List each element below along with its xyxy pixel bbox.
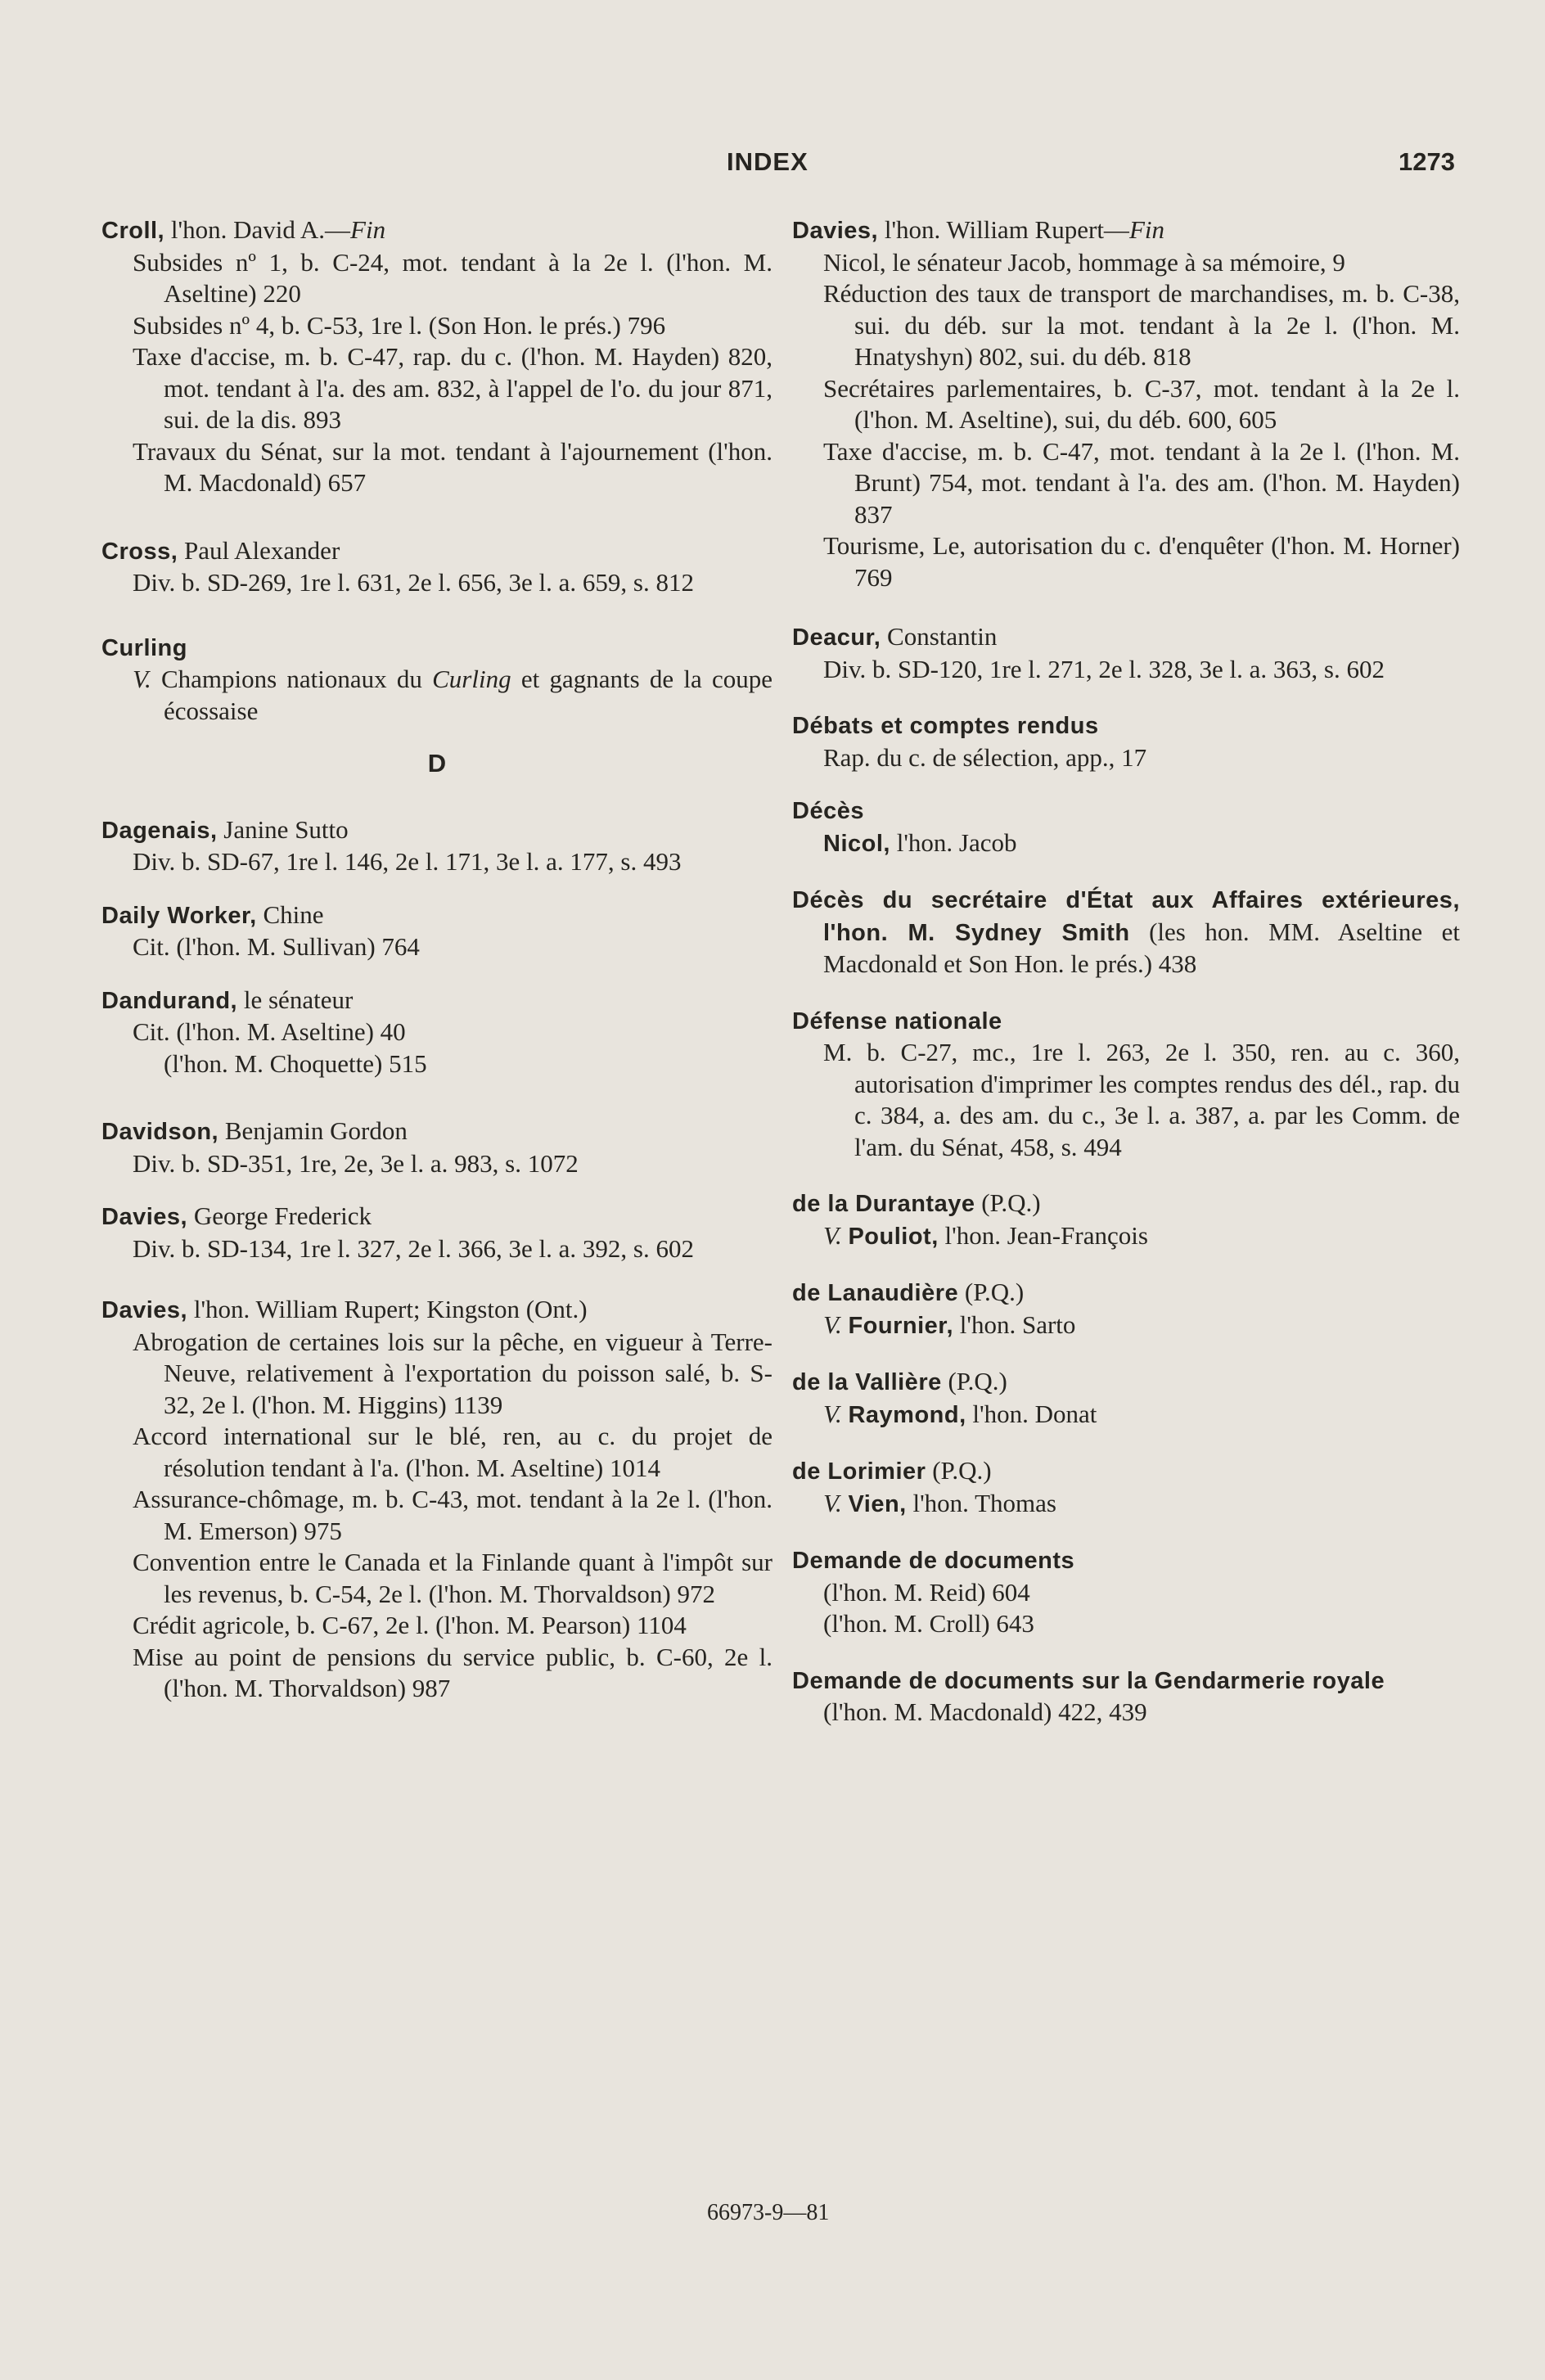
entry-heading: [792, 1455, 1460, 1488]
entry-term: Demande de documents sur la Gendarmerie royale: [792, 1667, 1385, 1694]
subentry: Crédit agricole, b. C-67, 2e l. (l'hon. M. Pearson) 1104: [133, 1611, 687, 1639]
subentry: [792, 827, 1460, 860]
entry-heading-rest: Janine Sutto: [217, 814, 349, 844]
subentry: Taxe d'accise, m. b. C-47, mot. tendant à la 2e l. (l'hon. M. Brunt) 754, mot. tendant à l'a. des am. (l'hon. M. Hayden) 837: [823, 436, 1460, 529]
entry-fin: Fin: [1128, 215, 1164, 244]
entry-heading-rest: Paul Alexander: [178, 535, 340, 565]
entry-heading-rest: l'hon. David A.—: [164, 215, 351, 244]
entry-heading: [792, 884, 1460, 980]
subentry: Mise au point de pensions du service public, b. C-60, 2e l. (l'hon. M. Thorvaldson) 987: [133, 1642, 772, 1702]
entry-term: de Lanaudière: [792, 1280, 959, 1306]
subentry-text: l'hon. Jean-François: [938, 1220, 1148, 1250]
entry-term: Davies,: [101, 1204, 188, 1230]
subentry-term: Nicol,: [823, 830, 890, 857]
entry-term: de Lorimier: [792, 1458, 926, 1485]
index-entry-dandurand: [101, 985, 772, 1080]
entry-heading-rest: (P.Q.): [941, 1367, 1007, 1395]
entry-term: Décès: [792, 798, 864, 824]
index-entry-daily-worker: [101, 899, 772, 963]
subentry: Travaux du Sénat, sur la mot. tendant à l'ajournement (l'hon. M. Macdonald) 657: [133, 436, 772, 497]
entry-term: Curling: [101, 634, 187, 661]
index-entry-valliere: [792, 1366, 1460, 1431]
index-entry-defense: [792, 1005, 1460, 1164]
entry-term: Croll,: [101, 218, 165, 244]
entry-heading-rest: Benjamin Gordon: [218, 1116, 408, 1145]
subentry-text: l'hon. Jacob: [890, 827, 1017, 857]
section-letter: D: [427, 749, 447, 778]
entry-heading: [101, 814, 772, 847]
subentry-text: l'hon. Donat: [966, 1399, 1097, 1428]
index-entry-davidson: [101, 1116, 772, 1179]
entry-heading: [101, 632, 772, 665]
index-entry-lorimier: [792, 1455, 1460, 1520]
see-marker: V.: [823, 1309, 842, 1339]
subentry: Div. b. SD-351, 1re, 2e, 3e l. a. 983, s. 1072: [133, 1148, 579, 1178]
entry-term: de la Vallière: [792, 1369, 942, 1395]
subentry: Rap. du c. de sélection, app., 17: [823, 742, 1147, 772]
entry-heading: [101, 1116, 772, 1148]
subentry-term: Fournier,: [848, 1312, 954, 1339]
subentry: (l'hon. M. Croll) 643: [823, 1609, 1034, 1638]
subentry: (l'hon. M. Choquette) 515: [164, 1048, 427, 1078]
page-header: [0, 147, 1545, 188]
entry-heading-rest: Chine: [256, 899, 324, 929]
entry-heading: [792, 710, 1460, 742]
index-entry-curling: [101, 632, 772, 728]
subentry: Div. b. SD-134, 1re l. 327, 2e l. 366, 3e l. a. 392, s. 602: [133, 1233, 694, 1263]
index-entry-lanaudiere: [792, 1277, 1460, 1341]
entry-heading: [101, 1294, 772, 1327]
subentry: (l'hon. M. Macdonald) 422, 439: [823, 1697, 1147, 1726]
entry-term: Dagenais,: [101, 817, 218, 844]
entry-heading-rest: (P.Q.): [958, 1278, 1025, 1306]
subentry-term: Raymond,: [848, 1401, 966, 1428]
subentry-text: l'hon. Thomas: [906, 1488, 1056, 1517]
entry-heading-rest: George Frederick: [187, 1201, 372, 1230]
index-entry-croll: [101, 214, 772, 499]
entry-heading: [792, 621, 1460, 654]
subentry: M. b. C-27, mc., 1re l. 263, 2e l. 350, ren. au c. 360, autorisation d'imprimer les comptes rendus des dél., rap. du c. 384, a. des am. du c., 3e l. a. 387, a. par les Comm. de l'am. du Sénat, 458, s. 494: [823, 1038, 1460, 1161]
index-entry-davies-george: [101, 1201, 772, 1264]
entry-heading: [101, 535, 772, 568]
entry-heading-rest: (P.Q.): [975, 1188, 1041, 1217]
entry-heading-rest: (P.Q.): [926, 1456, 992, 1485]
entry-heading: [792, 214, 1460, 247]
index-entry-davies-william: [101, 1294, 772, 1705]
right-column: [792, 214, 1460, 1750]
entry-heading: [101, 1201, 772, 1233]
subentry: Accord international sur le blé, ren, au c. du projet de résolution tendant à l'a. (l'hon. M. Aseltine) 1014: [133, 1422, 772, 1482]
index-entry-debats: [792, 710, 1460, 773]
entry-term: Débats et comptes rendus: [792, 713, 1099, 739]
entry-term: Dandurand,: [101, 987, 238, 1014]
entry-heading-rest: (les hon. MM. Aseltine et Macdonald et Son Hon. le prés.) 438: [823, 917, 1460, 978]
entry-heading-rest: le sénateur: [237, 985, 354, 1014]
index-entry-dagenais: [101, 814, 772, 878]
entry-heading: [792, 1188, 1460, 1220]
subentry: [792, 1399, 1460, 1431]
subentry: Cit. (l'hon. M. Aseltine) 40: [133, 1017, 406, 1046]
entry-heading: [792, 1005, 1460, 1038]
entry-heading: [792, 1544, 1460, 1577]
page-footer-code: 66973-9—81: [707, 2200, 830, 2225]
subentry-text: l'hon. Sarto: [953, 1309, 1076, 1339]
subentry-emphasis: Curling: [432, 665, 511, 693]
subentry: Div. b. SD-67, 1re l. 146, 2e l. 171, 3e l. a. 177, s. 493: [133, 847, 682, 876]
entry-term: Deacur,: [792, 624, 881, 651]
entry-term: Davies,: [792, 218, 879, 244]
subentry: [792, 1309, 1460, 1342]
entry-term: de la Durantaye: [792, 1191, 975, 1217]
page-number: 1273: [1399, 147, 1455, 176]
subentry: Abrogation de certaines lois sur la pêche, en vigueur à Terre-Neuve, relativement à l'exportation du poisson salé, b. S-32, 2e l. (l'hon. M. Higgins) 1139: [133, 1327, 772, 1419]
subentry: Assurance-chômage, m. b. C-43, mot. tendant à la 2e l. (l'hon. M. Emerson) 975: [133, 1485, 772, 1545]
subentry-text: et gagnants de la coupe écossaise: [164, 665, 772, 725]
entry-term: Cross,: [101, 538, 178, 565]
subentry: Subsides nº 4, b. C-53, 1re l. (Son Hon. le prés.) 796: [133, 310, 666, 340]
subentry: Taxe d'accise, m. b. C-47, rap. du c. (l'hon. M. Hayden) 820, mot. tendant à l'a. des am. 832, à l'appel de l'o. du jour 871, sui. de la dis. 893: [133, 342, 772, 434]
entry-heading: [792, 1366, 1460, 1399]
entry-heading: [101, 985, 772, 1017]
index-entry-davies-fin: [792, 214, 1460, 593]
index-entry-deces-secretaire: [792, 884, 1460, 980]
subentry: Cit. (l'hon. M. Sullivan) 764: [133, 932, 420, 961]
subentry: [792, 1488, 1460, 1521]
entry-term: Davidson,: [101, 1119, 219, 1145]
index-entry-deces: [792, 795, 1460, 859]
entry-heading: [792, 1277, 1460, 1309]
entry-heading: [101, 214, 772, 247]
page-title: INDEX: [727, 147, 809, 176]
entry-term: Daily Worker,: [101, 902, 257, 929]
subentry: Convention entre le Canada et la Finlande quant à l'impôt sur les revenus, b. C-54, 2e l. (l'hon. M. Thorvaldson) 972: [133, 1548, 772, 1608]
entry-heading: [101, 899, 772, 932]
subentry-text: Champions nationaux du: [151, 665, 433, 693]
subentry: Div. b. SD-269, 1re l. 631, 2e l. 656, 3e l. a. 659, s. 812: [133, 568, 694, 597]
subentry: Tourisme, Le, autorisation du c. d'enquêter (l'hon. M. Horner) 769: [823, 531, 1460, 592]
index-entry-demande: [792, 1544, 1460, 1640]
entry-term: Décès du secrétaire d'État aux Affaires extérieures, l'hon. M. Sydney Smith: [792, 887, 1460, 946]
subentry: [792, 1220, 1460, 1253]
entry-heading: [792, 795, 1460, 827]
subentry: Subsides nº 1, b. C-24, mot. tendant à la 2e l. (l'hon. M. Aseltine) 220: [133, 247, 772, 308]
entry-term: Davies,: [101, 1297, 188, 1323]
see-marker: V.: [133, 665, 151, 693]
index-entry-deacur: [792, 621, 1460, 685]
entry-heading-rest: l'hon. William Rupert—: [878, 215, 1129, 244]
index-entry-durantaye: [792, 1188, 1460, 1252]
subentry: Nicol, le sénateur Jacob, hommage à sa mémoire, 9: [823, 247, 1345, 277]
subentry: [101, 664, 772, 727]
subentry: (l'hon. M. Reid) 604: [823, 1577, 1030, 1607]
see-marker: V.: [823, 1399, 842, 1428]
see-marker: V.: [823, 1488, 842, 1517]
subentry-term: Pouliot,: [848, 1223, 939, 1250]
subentry: Div. b. SD-120, 1re l. 271, 2e l. 328, 3e l. a. 363, s. 602: [823, 654, 1385, 683]
entry-term: Demande de documents: [792, 1548, 1075, 1574]
subentry-term: Vien,: [848, 1490, 907, 1517]
index-entry-cross: [101, 535, 772, 599]
entry-fin: Fin: [350, 215, 386, 244]
entry-heading-rest: Constantin: [881, 622, 998, 651]
entry-heading: [792, 1665, 1460, 1697]
entry-term: Défense nationale: [792, 1007, 1002, 1034]
subentry: Secrétaires parlementaires, b. C-37, mot. tendant à la 2e l. (l'hon. M. Aseltine), sui, du déb. 600, 605: [823, 373, 1460, 434]
left-column: [101, 214, 772, 1726]
entry-heading-rest: l'hon. William Rupert; Kingston (Ont.): [187, 1295, 588, 1323]
see-marker: V.: [823, 1220, 842, 1250]
index-entry-demande-gendarmerie: [792, 1665, 1460, 1729]
subentry: Réduction des taux de transport de marchandises, m. b. C-38, sui. du déb. sur la mot. tendant à la 2e l. (l'hon. M. Hnatyshyn) 802, sui. du déb. 818: [823, 279, 1460, 371]
